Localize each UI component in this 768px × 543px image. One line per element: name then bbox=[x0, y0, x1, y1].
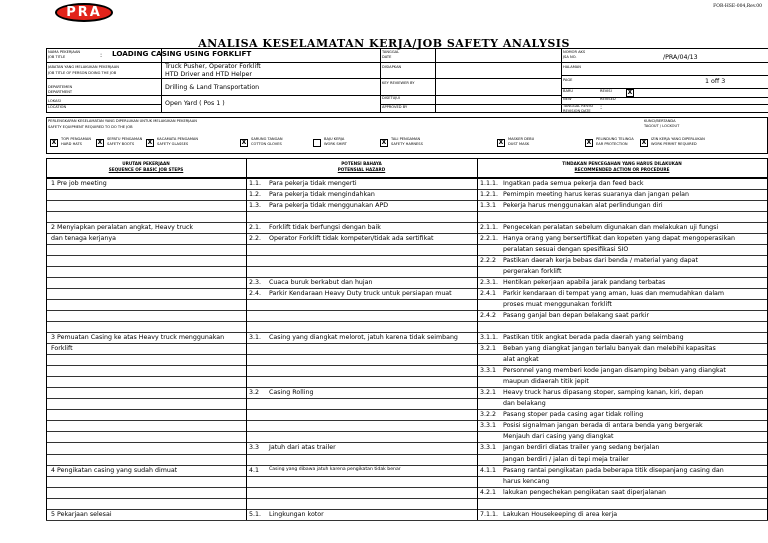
revision-date-label-en: REVISION DATE bbox=[563, 109, 591, 113]
ppe-label-en: COTTON GLOVES bbox=[251, 142, 282, 146]
table-row bbox=[46, 409, 768, 420]
date-label: TANGGAL bbox=[382, 50, 400, 54]
step-cell: 5 Pekarjaan selesai bbox=[51, 510, 112, 518]
ppe-label-en: SAFETY BOOTS bbox=[107, 142, 135, 146]
action-number: 4.2.1 bbox=[480, 488, 497, 496]
steps-header: URUTAN PEKERJAAN bbox=[122, 161, 170, 166]
ppe-label-id: KACAMATA PENGAMAN bbox=[157, 137, 199, 141]
approved-label: APPROVED BY bbox=[382, 105, 408, 109]
position-label-en: JOB TITLE OF PERSON DOING THE JOB bbox=[48, 71, 117, 75]
department-label: DEPARTEMEN bbox=[48, 85, 73, 89]
job-title-colon: : bbox=[100, 52, 103, 59]
ppe-label: PERLENGKAPAN KESELAMATAN YANG DIPERLUKAN UNTUK MELAKUKAN PEKERJAAN bbox=[48, 119, 197, 123]
department-label-en: DEPARTMENT bbox=[48, 90, 73, 94]
new-label-en: NEW bbox=[563, 97, 572, 101]
action-number: 2.1.1. bbox=[480, 224, 499, 232]
revised-checkbox[interactable]: X bbox=[627, 89, 633, 96]
location-value: Open Yard ( Pos 1 ) bbox=[165, 100, 225, 107]
table-row bbox=[46, 332, 768, 343]
date-label-en: DATE bbox=[382, 55, 392, 59]
hazard-cell: Casing yang dibawa jatuh karena pengikatan tidak benar bbox=[269, 466, 401, 472]
table-row bbox=[46, 299, 768, 310]
table-row bbox=[46, 222, 768, 233]
hazard-number: 5.1. bbox=[249, 510, 262, 518]
hazards-header-en: POTENSIAL HAZARD bbox=[337, 167, 386, 172]
prepared-label: DISIAPKAN bbox=[382, 65, 402, 69]
hazard-number: 2.1. bbox=[249, 224, 262, 232]
ppe-label-id: SEPATU PENGAMAN bbox=[107, 137, 143, 141]
action-cell: harus kencang bbox=[503, 477, 550, 485]
job-title-value: LOADING CASING USING FORKLIFT bbox=[112, 49, 252, 58]
ppe-checkbox[interactable]: X bbox=[381, 139, 387, 146]
table-row bbox=[46, 288, 768, 299]
table-row bbox=[46, 255, 768, 266]
action-cell: Hanya orang yang bersertifikat dan kopeten yang dapat mengoperasikan bbox=[503, 235, 735, 243]
hazard-cell: Operator Forklift tidak kompeten/tidak ada sertifikat bbox=[269, 235, 434, 243]
action-number: 3.3.1 bbox=[480, 422, 497, 430]
hazard-number: 1.3. bbox=[249, 202, 262, 210]
hazard-cell: Casing yang diangkat melorot, jatuh karena tidak seimbang bbox=[269, 334, 458, 342]
job-title-label: NAMA PEKERJAAN bbox=[48, 50, 81, 54]
table-row bbox=[46, 233, 768, 244]
ppe-checkbox[interactable]: X bbox=[586, 139, 592, 146]
action-cell: lakukan pengechekan pengikatan saat diperjalanan bbox=[503, 488, 666, 496]
action-number: 2.4.2 bbox=[480, 312, 497, 320]
action-cell: dan belakang bbox=[503, 400, 546, 408]
table-row bbox=[46, 277, 768, 288]
action-cell: Pasang rantai pengikatan pada beberapa titik disepanjang casing dan bbox=[503, 466, 724, 474]
hazard-number: 2.4. bbox=[249, 290, 262, 298]
hazard-number: 2.3. bbox=[249, 279, 262, 287]
hazard-number: 1.2. bbox=[249, 191, 262, 199]
table-row bbox=[46, 398, 768, 409]
hazard-cell: Para pekerja tidak mengindahkan bbox=[269, 191, 375, 199]
new-label: BARU bbox=[563, 89, 574, 93]
step-cell: 2 Menyiapkan peralatan angkat, Heavy truck bbox=[51, 224, 194, 232]
table-row bbox=[46, 387, 768, 398]
action-cell: pergerakan forklift bbox=[503, 268, 562, 276]
action-cell: Heavy truck harus dipasang stoper, samping kanan, kiri, depan bbox=[503, 389, 704, 397]
position-value-2: HTD Driver and HTD Helper bbox=[165, 71, 252, 78]
ppe-label-id: SARUNG TANGAN bbox=[251, 137, 283, 141]
action-number: 2.2.1. bbox=[480, 235, 499, 243]
form-no-value: /PRA/04/13 bbox=[663, 54, 698, 61]
hazard-cell: Casing Rolling bbox=[269, 389, 314, 397]
table-row bbox=[46, 244, 768, 255]
action-cell: Hentikan pekerjaan apabila jarak pandang terbatas bbox=[503, 279, 666, 287]
action-cell: Menjauh dari casing yang diangkat bbox=[503, 433, 614, 441]
form-code: FOR-HSE-004,Rev.00 bbox=[713, 4, 762, 9]
ppe-checkbox[interactable]: X bbox=[97, 139, 103, 146]
step-cell: 3 Pemuatan Casing ke atas Heavy truck menggunakan bbox=[51, 334, 225, 342]
hazard-cell: Parkir Kendaraan Heavy Duty truck untuk persiapan muat bbox=[269, 290, 452, 298]
action-number: 3.2.1 bbox=[480, 345, 497, 353]
table-row bbox=[46, 189, 768, 200]
location-label-en: LOCATION bbox=[48, 105, 67, 109]
action-number: 1.3.1 bbox=[480, 202, 497, 210]
ppe-label-en: EAR PROTECTION bbox=[596, 142, 628, 146]
action-cell: Pengecekan peralatan sebelum digunakan dan melakukan uji fungsi bbox=[503, 224, 719, 232]
table-row bbox=[46, 476, 768, 487]
ppe-label-en: SAFETY GLASSES bbox=[157, 142, 189, 146]
action-number: 1.2.1. bbox=[480, 191, 499, 199]
action-cell: Pemimpin meeting harus keras suaranya dan jangan pelan bbox=[503, 191, 689, 199]
ppe-checkbox[interactable]: X bbox=[498, 139, 504, 146]
ppe-checkbox[interactable]: X bbox=[641, 139, 647, 146]
ppe-label-id: KUNCI/BERTANDA bbox=[644, 119, 676, 123]
table-row bbox=[46, 442, 768, 453]
hazard-cell: Para pekerja tidak mengerti bbox=[269, 180, 357, 187]
action-cell: Pasang stoper pada casing agar tidak rolling bbox=[503, 411, 644, 419]
company-logo bbox=[55, 3, 113, 22]
ppe-label-en: HARD HATS bbox=[61, 142, 82, 146]
hazard-number: 1.1. bbox=[249, 180, 262, 187]
action-number: 3.2.2 bbox=[480, 411, 497, 419]
table-row bbox=[46, 354, 768, 365]
revised-label-en: REVISED bbox=[600, 97, 616, 101]
ppe-label-en: SAFETY EQUIPMENT REQUIRED TO DO THE JOB bbox=[48, 125, 133, 129]
ppe-label-id: BAJU KERJA bbox=[324, 137, 345, 141]
page-label-en: PAGE bbox=[563, 78, 573, 82]
step-cell: 1 Pre job meeting bbox=[51, 180, 107, 187]
hazards-header: POTENSI BAHAYA bbox=[341, 161, 382, 166]
action-number: 3.3.1 bbox=[480, 367, 497, 375]
ppe-label-en: DUST MASK bbox=[508, 142, 530, 146]
steps-header-en: SEQUENCE OF BASIC JOB STEPS bbox=[108, 167, 184, 172]
table-row bbox=[46, 211, 768, 222]
location-label: LOKASI bbox=[48, 99, 61, 103]
ppe-label-id: TALI PENGAMAN bbox=[391, 137, 421, 141]
ppe-checkbox[interactable]: X bbox=[241, 139, 247, 146]
table-row bbox=[46, 178, 768, 189]
table-row bbox=[46, 310, 768, 321]
actions-header: TINDAKAN PENCEGAHAN YANG HARUS DILAKUKAN bbox=[562, 161, 682, 166]
action-cell: Pastikan daerah kerja bebas dari benda / material yang dapat bbox=[503, 257, 699, 265]
action-cell: Parkir kendaraan di tempat yang aman, luas dan memudahkan dalam bbox=[503, 290, 725, 298]
table-row bbox=[46, 200, 768, 211]
hazard-cell: Cuaca buruk berkabut dan hujan bbox=[269, 279, 373, 287]
ppe-label-id: IZIN KERJA YANG DIPERLUKAN bbox=[651, 137, 705, 141]
logo-text: PRA bbox=[66, 5, 102, 20]
hazard-number: 3.2 bbox=[249, 389, 260, 397]
ppe-label-en: TAGOUT / LOCKOUT bbox=[644, 124, 680, 128]
hazard-number: 2.2. bbox=[249, 235, 262, 243]
step-cell: 4 Pengikatan casing yang sudah dimuat bbox=[51, 466, 178, 474]
position-value-1: Truck Pusher, Operator Forklift bbox=[165, 63, 261, 70]
action-number: 2.2.2 bbox=[480, 257, 497, 265]
ppe-label-en: SAFETY HARNESS bbox=[391, 142, 423, 146]
action-cell: peralatan sesuai dengan spesifikasi SIO bbox=[503, 246, 629, 254]
action-cell: Pastikan titik angkat berada pada daerah yang seimbang bbox=[503, 334, 684, 342]
table-row bbox=[46, 376, 768, 387]
hazard-cell: Lingkungan kotor bbox=[269, 510, 324, 518]
action-cell: Beban yang diangkat jangan terlalu banyak dan melebihi kapasitas bbox=[503, 345, 716, 353]
department-value: Drilling & Land Transportation bbox=[165, 84, 260, 91]
job-title-label-en: JOB TITLE bbox=[48, 55, 66, 59]
form-no-label-en: JSA NO. bbox=[563, 55, 577, 59]
hazard-cell: Para pekerja tidak menggunakan APD bbox=[269, 202, 389, 210]
action-cell: Pasang ganjal ban depan belakang saat parkir bbox=[503, 312, 650, 320]
table-row bbox=[46, 266, 768, 277]
ppe-label-en: WORK SHIRT bbox=[324, 142, 347, 146]
action-cell: alat angkat bbox=[503, 356, 539, 364]
step-cell: dan tenaga kerjanya bbox=[51, 235, 116, 243]
page-title: ANALISA KESELAMATAN KERJA/JOB SAFETY ANALYSIS bbox=[198, 37, 570, 50]
ppe-checkbox[interactable]: X bbox=[147, 139, 153, 146]
action-cell: proses muat menggunakan forklift bbox=[503, 301, 612, 309]
table-row bbox=[46, 465, 768, 476]
action-cell: Jangan berdiri / jalan di tepi meja trailer bbox=[503, 455, 629, 463]
hazard-number: 4.1 bbox=[249, 466, 260, 474]
table-row bbox=[46, 431, 768, 442]
table-row bbox=[46, 420, 768, 431]
hazard-cell: Forklift tidak berfungsi dengan baik bbox=[269, 224, 381, 232]
hazard-number: 3.3 bbox=[249, 444, 260, 452]
action-number: 2.4.1 bbox=[480, 290, 497, 298]
table-row bbox=[46, 454, 768, 465]
action-cell: Ingatkan pada semua pekerja dan feed back bbox=[503, 180, 644, 187]
actions-header-en: RECOMMENDED ACTION OR PROCEDURE bbox=[574, 167, 670, 172]
action-cell: Lakukan Housekeeping di area kerja bbox=[503, 510, 618, 518]
revised-label: REVISI bbox=[600, 89, 612, 93]
step-cell: Forklift bbox=[51, 345, 73, 353]
position-label: JABATAN YANG MELAKUKAN PEKERJAAN bbox=[48, 65, 119, 69]
reviewed-label: DISETUJUI bbox=[382, 96, 400, 100]
ppe-label-id: MASKER DEBU bbox=[508, 137, 535, 141]
table-row bbox=[46, 321, 768, 332]
revision-date-colon: : bbox=[600, 104, 603, 111]
action-number: 3.2.1 bbox=[480, 389, 497, 397]
hazard-number: 3.1. bbox=[249, 334, 262, 342]
table-row bbox=[46, 365, 768, 376]
table-row bbox=[46, 343, 768, 354]
table-row bbox=[46, 498, 768, 509]
ppe-label-id: PELINDUNG TELINGA bbox=[596, 137, 634, 141]
action-cell: Pekerja harus menggunakan alat perlindungan diri bbox=[503, 202, 663, 210]
action-number: 3.1.1. bbox=[480, 334, 499, 342]
form-no-label: NOMOR AKS bbox=[563, 50, 586, 54]
action-cell: Jangan berdiri diatas trailer yang sedang berjalan bbox=[503, 444, 660, 452]
page-label: HALAMAN bbox=[563, 65, 581, 69]
action-number: 7.1.1. bbox=[480, 510, 499, 518]
page-value: 1 off 3 bbox=[705, 78, 726, 85]
revision-date-label: TANGGAL REVISI bbox=[563, 104, 593, 108]
table-row bbox=[46, 487, 768, 498]
ppe-checkbox[interactable] bbox=[313, 139, 321, 147]
action-number: 2.3.1. bbox=[480, 279, 499, 287]
hazard-cell: Jatuh dari atas trailer bbox=[269, 444, 336, 452]
action-cell: Posisi signalman jangan berada di antara benda yang bergerak bbox=[503, 422, 703, 430]
ppe-checkbox[interactable]: X bbox=[51, 139, 57, 146]
action-number: 1.1.1. bbox=[480, 180, 499, 187]
table-row bbox=[46, 509, 768, 520]
key-reviewer-label: KEY REVIEWER BY bbox=[382, 81, 415, 85]
action-number: 3.3.1 bbox=[480, 444, 497, 452]
action-cell: Personnel yang memberi kode jangan disamping beban yang diangkat bbox=[503, 367, 726, 375]
action-cell: maupun didaerah titik jepit bbox=[503, 378, 589, 386]
ppe-label-en: WORK PERMIT REQUIRED bbox=[651, 142, 697, 146]
ppe-label-id: TOPI PENGAMAN bbox=[61, 137, 92, 141]
action-number: 4.1.1 bbox=[480, 466, 497, 474]
